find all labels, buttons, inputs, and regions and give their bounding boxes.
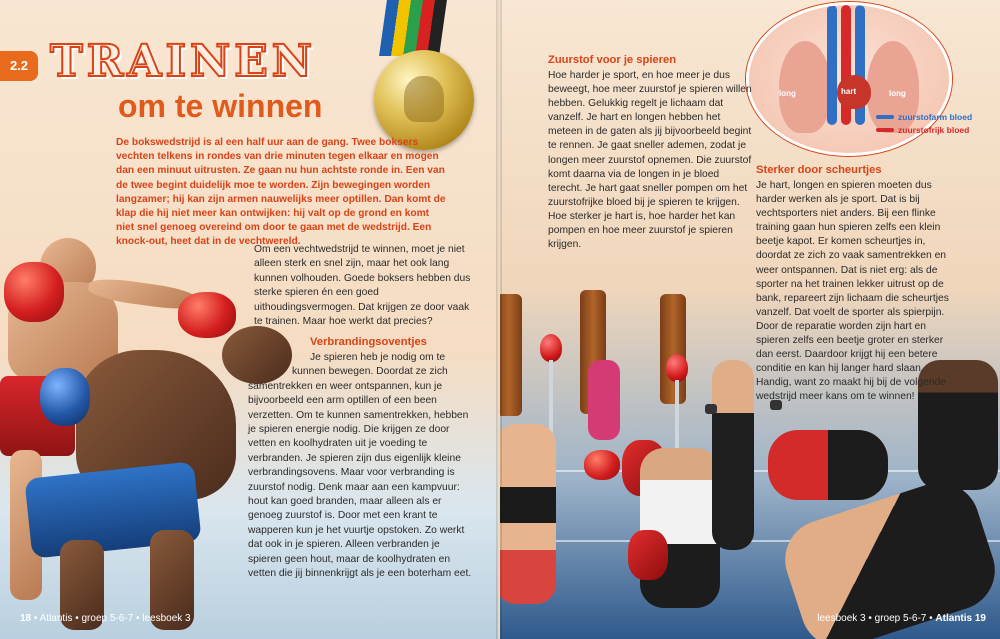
legend-swatch-red — [876, 128, 894, 132]
legend-row-zuurstofarm — [876, 112, 972, 122]
red-boxing-glove-icon — [178, 292, 236, 338]
footer-left-text: • Atlantis • groep 5-6-7 • leesboek 3 — [33, 613, 191, 624]
left-page — [0, 0, 498, 639]
blue-boxing-glove-icon — [40, 368, 90, 426]
body-paragraph-2-rest: samentrekken en weer ontspannen, kun je bijvoorbeeld een arm optillen of een been verzetten. Om te kunnen samentrekken, hebben je spieren energie nodig. Die krijgen ze door vetten en koolhydraten uit je voeding te verbranden. Je spieren zijn dus eigenlijk kleine verbrandingsovens. Maar voor verbranding is zuurstof nodig. Denk maar aan een kampvuur: hout kan goed branden, maar alleen als er genoeg zuurstof is. Door met een krant te wapperen kun je het vuurtje opstoken. Zo werkt dat ook in je spieren. Alleen verbranden je spieren geen hout, maar de koolhydraten en vetten die jij binnenkrijgt als je een boterham eet. — [248, 380, 472, 580]
page-title: TRAINEN — [50, 36, 317, 87]
intro-paragraph: De bokswedstrijd is al een half uur aan de gang. Twee boksers vechten telkens in rondes van drie minuten tegen elkaar en mogen dan een minuut uitrusten. Ze gaan nu hun achtste ronde in. Een van de twee begint duidelijk moe te worden. Zijn bewegingen worden langzamer; hij kan zijn armen nauwelijks meer optillen. Dan komt de klap die hij niet meer kan ontwijken: hij valt op de grond en komt niet snel genoeg overeind om door te gaan met de wedstrijd. Een knock-out, heet dat in de vechtwereld. — [116, 137, 446, 248]
athlete-squat — [588, 360, 620, 440]
footer-brand: Atlantis — [935, 613, 973, 624]
section-heading-verbrandingsoventjes: Verbrandingsoventjes — [310, 336, 427, 348]
footer-right-text: leesboek 3 • groep 5-6-7 • — [817, 613, 933, 624]
body-paragraph-3: Hoe harder je sport, en hoe meer je dus beweegt, hoe meer zuurstof je spieren willen hebben. Gelukkig regelt je lichaam dat vanzelf. Je hart en longen hebben het meteen in de gaten als jij bijvoorbeeld begint te rennen. Je gaat sneller ademen, zodat je longen meer zuurstof opnemen. Die zuurstof komt daarna via de longen in je bloed terecht. Je hart gaat sneller pompen om het zuurstofrijke bloed bij je spieren te krijgen. Hoe sterker je hart is, hoe harder het kan pompen en hoe meer zuurstof je spieren krijgen. — [548, 70, 752, 251]
trainer-with-pads — [640, 448, 720, 608]
page-number-left: 18 — [20, 613, 32, 624]
left-lung-shape — [779, 41, 831, 133]
red-boxing-glove-icon — [4, 262, 64, 322]
body-paragraph-2 — [248, 351, 472, 582]
legend-swatch-blue — [876, 115, 894, 119]
red-boxing-glove-icon — [584, 450, 620, 480]
footer-left — [20, 613, 191, 624]
woman-boxer — [500, 424, 556, 604]
gold-medal-image — [374, 50, 474, 150]
diagram-legend — [876, 112, 972, 138]
punching-bag-icon — [500, 294, 522, 416]
legend-label: zuurstofarm bloed — [898, 112, 973, 122]
medal-boxing-glove-icon — [404, 76, 444, 122]
speed-bag-icon — [666, 354, 688, 382]
chapter-badge: 2.2 — [0, 51, 38, 81]
speed-bag-icon — [540, 334, 562, 362]
punching-bag-icon — [660, 294, 686, 404]
legend-row-zuurstofrijk — [876, 125, 972, 135]
body-paragraph-4: Je hart, longen en spieren moeten dus harder werken als je sport. Dat is bij vechtsporters niet anders. Bij een flinke training gaan hun spieren zelfs een klein beetje kapot. Er komen scheurtjes in, doordat ze zich zo vaak samentrekken en weer ontspannen. Dat is niet erg: als de sporter na het trainen lekker uitrust op de bank, repareert zijn lichaam die scheurtjes vanzelf. Dat voelt de sporter als spierpijn. Door de reparatie worden zijn hart en spieren zelfs een beetje groter en sterker dan eerst. Daardoor krijgt hij een betere conditie en kan hij langer hard slaan. Handig, want zo maakt hij bij de volgende wedstrijd meer kans om te winnen! — [756, 180, 949, 403]
diagram-label-hart: hart — [841, 87, 857, 96]
section-heading-sterker: Sterker door scheurtjes — [756, 164, 882, 176]
man-situps — [768, 430, 888, 500]
page-number-right: 19 — [974, 613, 986, 624]
section-heading-zuurstof: Zuurstof voor je spieren — [548, 54, 677, 66]
diagram-label-long: long — [779, 89, 796, 98]
vein-shape — [827, 5, 837, 125]
book-gutter — [496, 0, 502, 639]
focus-pad-icon — [628, 530, 668, 580]
legend-label: zuurstofrijk bloed — [898, 125, 970, 135]
dumbbell-icon — [705, 404, 717, 414]
footer-right — [817, 613, 986, 624]
woman-dumbbells — [712, 360, 754, 550]
right-page — [500, 0, 1000, 639]
body-paragraph-2-line1: Je spieren heb je nodig om te — [310, 352, 446, 363]
medal-ribbon — [379, 0, 447, 56]
body-paragraph-2-line2: kunnen bewegen. Doordat ze zich — [292, 366, 448, 378]
body-paragraph-1: Om een vechtwedstrijd te winnen, moet je niet alleen sterk en snel zijn, maar het ook lang kunnen volhouden. Goede boksers hebben dus sterke spieren én een goed uithoudingsvermogen. Dat krijgen ze door vaak te trainen. Maar hoe werkt dat precies? — [254, 244, 471, 328]
page-subtitle: om te winnen — [118, 88, 323, 124]
diagram-label-long-right: long — [889, 89, 906, 98]
